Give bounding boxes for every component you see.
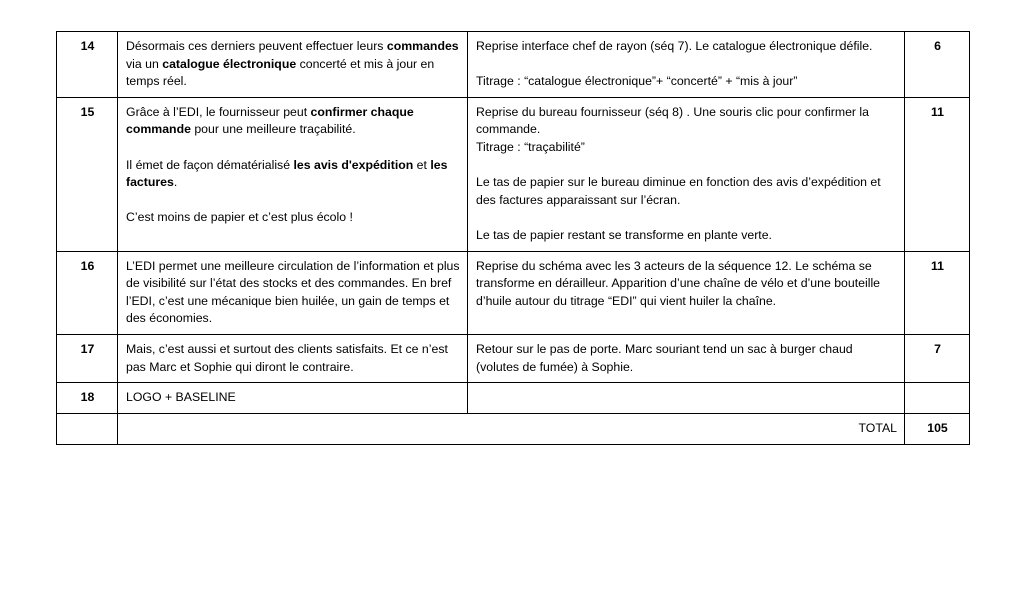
- voiceover-bold-text: les avis d'expédition: [293, 157, 414, 172]
- voiceover-text: et: [413, 157, 431, 172]
- sequence-number: 18: [57, 383, 118, 414]
- voiceover-cell: [118, 334, 468, 382]
- visual-paragraph: [476, 38, 897, 56]
- voiceover-text: C’est moins de papier et c’est plus écolo !: [126, 210, 353, 225]
- table-row: [57, 97, 970, 251]
- voiceover-paragraph: [126, 38, 460, 91]
- visual-description-cell: [468, 97, 905, 251]
- voiceover-text: .: [173, 175, 178, 190]
- voiceover-cell: [118, 251, 468, 334]
- table-row: [57, 383, 970, 414]
- duration-seconds: 11: [905, 251, 970, 334]
- visual-paragraph: [476, 227, 897, 245]
- voiceover-bold-text: confirmer chaque commande: [126, 104, 414, 137]
- visual-description-cell: [468, 32, 905, 98]
- visual-paragraph: [476, 258, 897, 311]
- visual-text: Reprise du bureau fournisseur (séq 8) . Une souris clic pour confirmer la commande.: [476, 104, 869, 137]
- table-row: [57, 251, 970, 334]
- voiceover-text: LOGO + BASELINE: [126, 390, 236, 405]
- sequence-number: 17: [57, 334, 118, 382]
- duration-seconds: [905, 383, 970, 414]
- voiceover-paragraph: [126, 104, 460, 139]
- voiceover-text: via un: [126, 56, 163, 71]
- total-label: TOTAL: [118, 413, 905, 444]
- sequence-number: 14: [57, 32, 118, 98]
- visual-description-cell: [468, 334, 905, 382]
- table-row: [57, 32, 970, 98]
- voiceover-text: pour une meilleure traçabilité.: [190, 122, 356, 137]
- voiceover-text: Désormais ces derniers peuvent effectuer leurs: [126, 39, 387, 53]
- voiceover-cell: [118, 32, 468, 98]
- duration-seconds: 6: [905, 32, 970, 98]
- visual-text: Le tas de papier sur le bureau diminue en fonction des avis d’expédition et des factures apparaissant sur l’écran.: [476, 175, 881, 207]
- voiceover-paragraph: [126, 258, 460, 328]
- voiceover-text: Grâce à l’EDI, le fournisseur peut: [126, 104, 311, 119]
- visual-text: Titrage : “catalogue électronique”+ “concerté” + “mis à jour”: [476, 74, 798, 89]
- duration-seconds: 7: [905, 334, 970, 382]
- total-empty-cell: [57, 413, 118, 444]
- voiceover-text: Mais, c’est aussi et surtout des clients satisfaits. Et ce n’est pas Marc et Sophie qui diront le contraire.: [126, 341, 448, 374]
- visual-description-cell: [468, 383, 905, 414]
- voiceover-paragraph: [126, 209, 460, 227]
- total-row: [57, 413, 970, 444]
- table-row: [57, 334, 970, 382]
- visual-paragraph: [476, 174, 897, 209]
- voiceover-text: concerté et mis à jour en temps réel.: [126, 56, 435, 89]
- duration-seconds: 11: [905, 97, 970, 251]
- sequence-number: 15: [57, 97, 118, 251]
- visual-text: Retour sur le pas de porte. Marc souriant tend un sac à burger chaud (volutes de fumée) à Sophie.: [476, 341, 853, 374]
- voiceover-cell: [118, 97, 468, 251]
- voiceover-cell: [118, 383, 468, 414]
- storyboard-table: [56, 31, 970, 445]
- visual-paragraph: [476, 341, 897, 376]
- visual-text: Reprise interface chef de rayon (séq 7). Le catalogue électronique défile.: [476, 39, 873, 53]
- voiceover-bold-text: commandes: [386, 39, 459, 53]
- voiceover-paragraph: [126, 157, 460, 192]
- visual-text: Titrage : “traçabilité”: [476, 139, 585, 154]
- visual-paragraph: [476, 73, 897, 91]
- voiceover-text: L’EDI permet une meilleure circulation de l’information et plus de visibilité sur l’état des stocks et des commandes. En bref l’EDI, c’est une mécanique bien huilée, un gain de temps et des économies.: [126, 258, 460, 326]
- voiceover-paragraph: [126, 389, 460, 407]
- voiceover-text: Il émet de façon dématérialisé: [126, 157, 294, 172]
- visual-paragraph: [476, 104, 897, 157]
- voiceover-bold-text: les factures: [126, 157, 448, 190]
- visual-description-cell: [468, 251, 905, 334]
- total-value: 105: [905, 413, 970, 444]
- visual-text: Le tas de papier restant se transforme en plante verte.: [476, 227, 772, 242]
- voiceover-bold-text: catalogue électronique: [162, 56, 297, 71]
- storyboard-rows: [57, 32, 970, 414]
- sequence-number: 16: [57, 251, 118, 334]
- voiceover-paragraph: [126, 341, 460, 376]
- visual-text: Reprise du schéma avec les 3 acteurs de la séquence 12. Le schéma se transforme en dérailleur. Apparition d’une chaîne de vélo et d’une bouteille d’huile autour du titrage “EDI” qui vient huiler la chaîne.: [476, 258, 881, 308]
